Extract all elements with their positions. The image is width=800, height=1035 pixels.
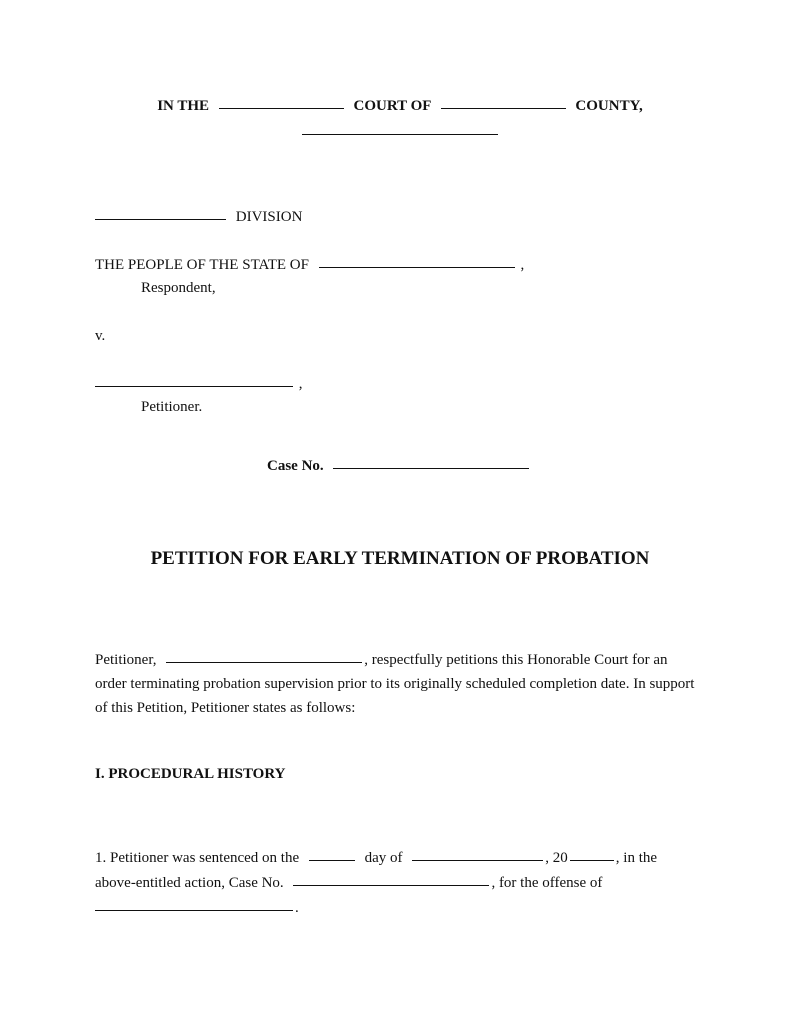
petitioner-name-blank[interactable]: [95, 386, 293, 387]
intro-lead-text: Petitioner,: [95, 652, 157, 668]
comma-text: ,: [298, 376, 303, 392]
case-no-text: Case No.: [267, 458, 324, 474]
court-of-text: COURT OF: [353, 98, 431, 114]
people-of-state-line: [95, 255, 524, 275]
sentence-day-blank[interactable]: [309, 860, 355, 861]
p1-text-f: .: [295, 900, 299, 916]
document-title: PETITION FOR EARLY TERMINATION OF PROBATION: [150, 548, 650, 569]
division-blank[interactable]: [95, 219, 226, 220]
petitioner-name-line: [95, 374, 303, 394]
petitioner-intro-blank[interactable]: [166, 662, 362, 663]
state-name-blank[interactable]: [319, 267, 515, 268]
section-heading: I. PROCEDURAL HISTORY: [95, 766, 286, 782]
court-header-line: [0, 96, 800, 116]
division-text: DIVISION: [235, 209, 303, 225]
case-number-inline-blank[interactable]: [293, 885, 489, 886]
respondent-label: Respondent,: [141, 280, 216, 296]
versus-label: v.: [95, 328, 106, 344]
sentence-year-blank[interactable]: [570, 860, 614, 861]
case-number-blank[interactable]: [333, 468, 529, 469]
p1-text-d: , in the above-entitled action, Case No.: [95, 850, 658, 891]
division-line: [95, 207, 302, 227]
state-blank[interactable]: [302, 134, 498, 135]
p1-text-e: , for the offense of: [491, 875, 603, 891]
comma-text: ,: [520, 257, 525, 273]
petitioner-label: Petitioner.: [141, 399, 203, 415]
p1-text-c: , 20: [545, 850, 568, 866]
case-number-line: [267, 456, 529, 476]
intro-rest-text: , respectfully petitions this Honorable Court for an order terminating probation supervision prior to its originally scheduled completion date. In support of this Petition, Petitioner states as follows:: [95, 652, 695, 716]
county-text: COUNTY,: [575, 98, 643, 114]
sentence-month-blank[interactable]: [412, 860, 543, 861]
p1-text-a: 1. Petitioner was sentenced on the: [95, 850, 300, 866]
paragraph-1: [95, 846, 695, 921]
court-name-blank[interactable]: [219, 108, 344, 109]
p1-text-b: day of: [364, 850, 403, 866]
court-header-second-line: [0, 122, 800, 142]
in-the-text: IN THE: [157, 98, 210, 114]
intro-paragraph: [95, 648, 695, 720]
people-of-state-text: THE PEOPLE OF THE STATE OF: [95, 257, 309, 273]
county-name-blank[interactable]: [441, 108, 566, 109]
offense-blank[interactable]: [95, 910, 293, 911]
